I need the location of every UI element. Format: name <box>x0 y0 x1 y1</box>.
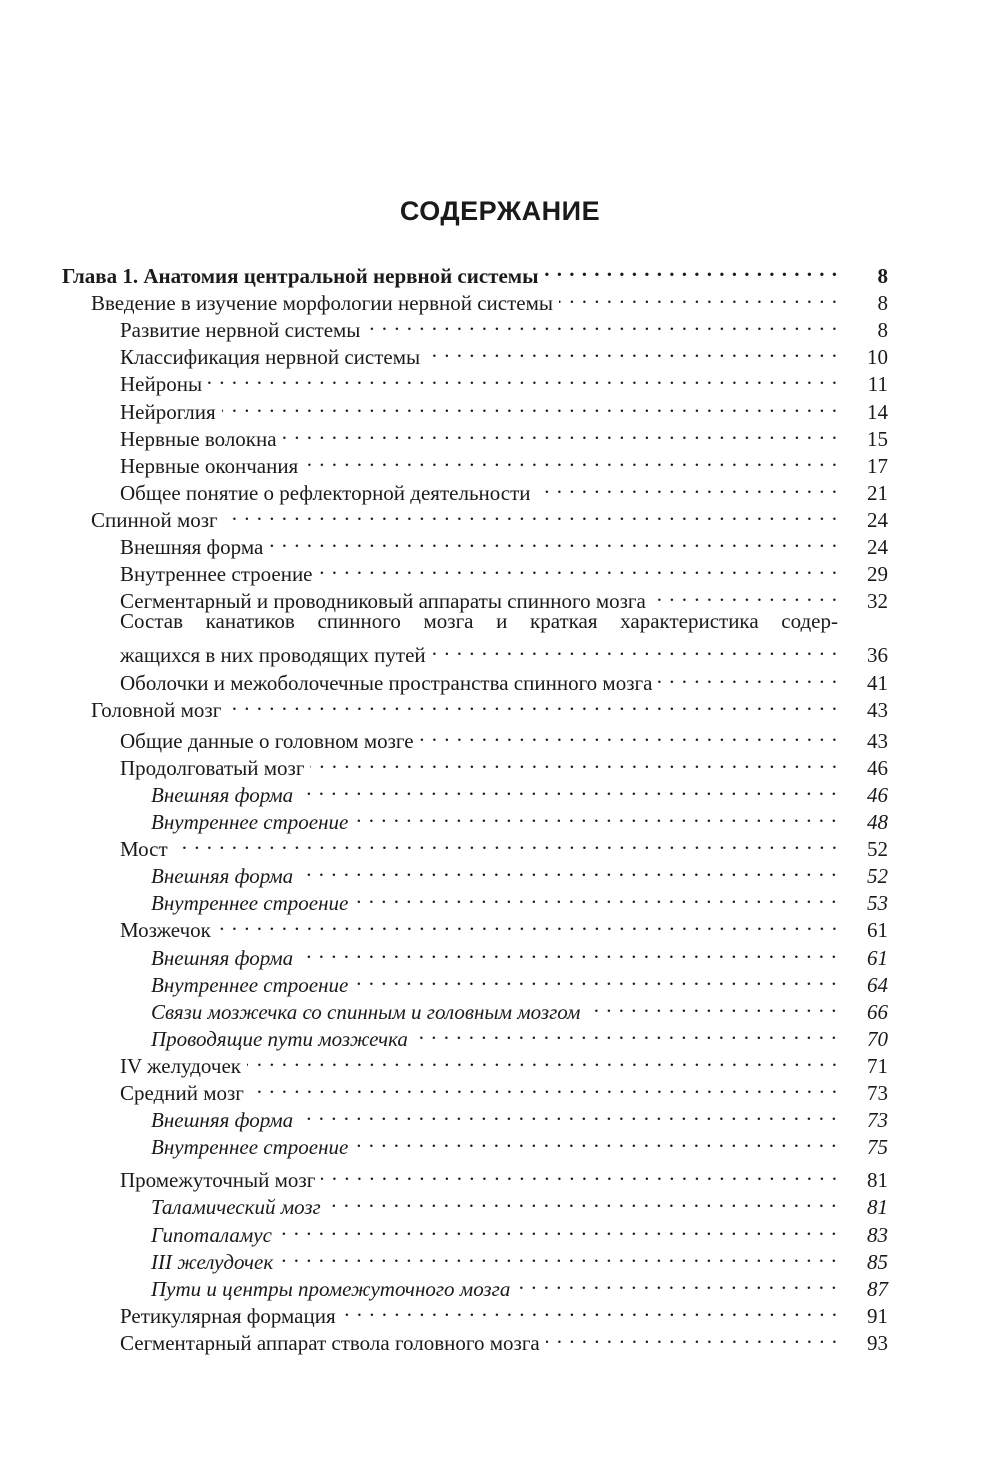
dot-leader <box>174 829 838 856</box>
toc-entry[interactable] <box>120 527 888 559</box>
dot-leader <box>420 721 838 748</box>
toc-entry-page-number: 81 <box>867 1168 888 1193</box>
toc-entry-page-number: 29 <box>867 562 888 587</box>
dot-leader <box>299 856 838 883</box>
toc-entry[interactable] <box>62 256 888 288</box>
toc-entry-page-number: 43 <box>867 728 888 753</box>
dot-leader <box>327 1187 838 1214</box>
toc-entry-lead-line: Состав канатиков спинного мозга и краткая характеристика содер- <box>120 609 838 634</box>
toc-entry-page-number: 17 <box>867 453 888 478</box>
dot-leader <box>426 337 838 364</box>
toc-entry-page-number: 66 <box>867 999 888 1024</box>
toc-entry[interactable] <box>151 992 888 1024</box>
toc-entry[interactable] <box>91 283 888 316</box>
dot-leader <box>310 748 838 775</box>
toc-entry-label: Средний мозг <box>120 1081 244 1105</box>
toc-entry-label: Спинной мозг <box>91 507 218 532</box>
toc-entry-label: Внутреннее строение <box>151 1135 349 1160</box>
toc-entry-page-number: 53 <box>867 891 888 916</box>
toc-entry-page-number: 41 <box>867 670 888 695</box>
dot-leader <box>354 965 838 992</box>
toc-entry-label: Гипоталамус <box>151 1222 272 1247</box>
toc-entry-page-number: 8 <box>877 318 888 343</box>
toc-entry-label: Развитие нервной системы <box>120 318 361 343</box>
toc-entry[interactable] <box>120 1073 888 1105</box>
dot-leader <box>545 256 839 283</box>
toc-entry-label: Введение в изучение морфологии нервной системы <box>91 291 553 316</box>
toc-entry-page-number: 52 <box>867 837 888 862</box>
toc-entry-label: Нервные волокна <box>120 426 277 451</box>
dot-leader <box>250 1073 838 1100</box>
toc-entry-page-number: 93 <box>867 1330 888 1355</box>
toc-entry-label: Внешняя форма <box>120 535 264 559</box>
toc-entry[interactable] <box>120 554 888 587</box>
toc-entry-label: жащихся в них проводящих путей <box>120 643 426 668</box>
toc-entry[interactable] <box>151 938 888 970</box>
toc-entry-label: Пути и центры промежуточного мозга <box>151 1276 511 1301</box>
dot-leader <box>354 1127 838 1154</box>
toc-entry-label: Внутреннее строение <box>151 810 349 834</box>
dot-leader <box>269 527 838 554</box>
dot-leader <box>366 310 838 337</box>
toc-entry-page-number: 36 <box>867 643 888 668</box>
toc-entry[interactable] <box>151 775 888 807</box>
toc-entry[interactable] <box>120 1296 888 1328</box>
toc-entry[interactable] <box>120 473 888 505</box>
dot-leader <box>279 1242 838 1269</box>
dot-leader <box>278 1215 838 1242</box>
dot-leader <box>342 1296 838 1323</box>
toc-entry[interactable] <box>120 1160 888 1193</box>
dot-leader <box>299 1100 838 1127</box>
toc-entry-page-number: 8 <box>877 264 888 288</box>
dot-leader <box>299 938 838 965</box>
toc-entry[interactable] <box>151 802 888 834</box>
toc-entry[interactable] <box>120 663 888 695</box>
toc-entry[interactable] <box>151 856 888 889</box>
toc-entry-page-number: 87 <box>867 1276 888 1301</box>
toc-entry-label: Головной мозг <box>91 697 222 722</box>
toc-entry-label: III желудочек <box>151 1249 274 1274</box>
toc-entry-page-number: 71 <box>867 1053 888 1078</box>
toc-entry-page-number: 48 <box>867 810 888 834</box>
toc-entry[interactable] <box>91 690 888 722</box>
dot-leader <box>559 283 838 310</box>
toc-entry-label: Нейроглия <box>120 399 216 424</box>
toc-entry[interactable] <box>151 1187 888 1220</box>
toc-entry[interactable] <box>120 1046 888 1078</box>
toc-entry-page-number: 73 <box>867 1108 888 1133</box>
toc-entry-label: Внутреннее строение <box>120 562 313 587</box>
toc-entry-label: Глава 1. Анатомия центральной нервной системы <box>62 264 539 288</box>
toc-entry-page-number: 24 <box>867 507 888 532</box>
toc-entry-label: Внешняя форма <box>151 864 294 889</box>
toc-entry-page-number: 43 <box>867 697 888 722</box>
toc-entry-page-number: 21 <box>867 480 888 505</box>
dot-leader <box>247 1046 838 1073</box>
dot-leader <box>516 1269 838 1296</box>
toc-entry-page-number: 24 <box>867 535 888 559</box>
toc-entry-label: Ретикулярная формация <box>120 1303 336 1328</box>
toc-entry-page-number: 8 <box>877 291 888 316</box>
toc-entry-label: Сегментарный аппарат ствола головного мозга <box>120 1330 540 1355</box>
toc-entry-page-number: 14 <box>867 399 888 424</box>
toc-entry[interactable] <box>151 883 888 916</box>
dot-leader <box>432 635 838 662</box>
toc-entry[interactable] <box>120 392 888 424</box>
dot-leader <box>224 500 838 527</box>
toc-entry[interactable] <box>120 910 888 943</box>
toc-entry-page-number: 70 <box>867 1026 888 1051</box>
dot-leader <box>299 775 838 802</box>
toc-entry[interactable] <box>120 446 888 478</box>
toc-entry[interactable] <box>151 1100 888 1133</box>
toc-entry-page-number: 10 <box>867 345 888 370</box>
dot-leader <box>586 992 838 1019</box>
toc-entry-page-number: 83 <box>867 1222 888 1247</box>
dot-leader <box>283 419 838 446</box>
toc-entry-label: Внешняя форма <box>151 945 294 970</box>
page-title: СОДЕРЖАНИЕ <box>399 196 601 226</box>
toc-entry-label: Нейроны <box>120 372 203 397</box>
toc-entry-page-number: 85 <box>867 1249 888 1274</box>
toc-entry-page-number: 61 <box>867 945 888 970</box>
toc-entry-label: Таламический мозг <box>151 1195 321 1220</box>
dot-leader <box>227 690 838 717</box>
toc-entry-page-number: 11 <box>867 372 888 397</box>
toc-entry[interactable] <box>120 721 888 753</box>
toc-entry-page-number: 52 <box>867 864 888 889</box>
toc-entry-page-number: 46 <box>867 782 888 807</box>
toc-entry-label: Связи мозжечка со спинным и головным мозгом <box>151 999 581 1024</box>
toc-entry[interactable] <box>120 1323 888 1355</box>
toc-entry-label: Общее понятие о рефлекторной деятельности <box>120 480 531 505</box>
toc-entry-label: Классификация нервной системы <box>120 345 421 370</box>
toc-entry-page-number: 91 <box>867 1303 888 1328</box>
dot-leader <box>652 581 838 608</box>
toc-entry[interactable] <box>120 419 888 451</box>
toc-entry-label: Мост <box>120 837 168 862</box>
dot-leader <box>321 1160 838 1187</box>
toc-entry-page-number: 81 <box>867 1195 888 1220</box>
dot-leader <box>537 473 838 500</box>
toc-entry[interactable] <box>151 1242 888 1274</box>
toc-entry-page-number: 73 <box>867 1081 888 1105</box>
toc-entry-page-number: 61 <box>867 918 888 943</box>
dot-leader <box>354 883 838 910</box>
toc-entry-label: Внутреннее строение <box>151 891 349 916</box>
toc-entry-label: Проводящие пути мозжечка <box>151 1026 408 1051</box>
dot-leader <box>319 554 839 581</box>
toc-entry-page-number: 15 <box>867 426 888 451</box>
toc-entry[interactable] <box>120 337 888 370</box>
toc-entry[interactable] <box>120 364 888 397</box>
dot-leader <box>546 1323 838 1350</box>
dot-leader <box>208 364 838 391</box>
toc-entry[interactable] <box>151 1019 888 1051</box>
toc-entry[interactable] <box>151 965 888 997</box>
toc-entry[interactable] <box>120 635 888 668</box>
dot-leader <box>658 663 838 690</box>
dot-leader <box>354 802 838 829</box>
dot-leader <box>304 446 838 473</box>
dot-leader <box>217 910 838 937</box>
dot-leader <box>222 392 838 419</box>
toc-entry-label: Продолговатый мозг <box>120 755 305 780</box>
toc-entry-label: Внешняя форма <box>151 782 294 807</box>
toc-entry-label: Общие данные о головном мозге <box>120 728 414 753</box>
toc-entry-label: Нервные окончания <box>120 453 299 478</box>
toc-entry-page-number: 75 <box>867 1135 888 1160</box>
toc-entry-label: Оболочки и межоболочечные пространства спинного мозга <box>120 670 653 695</box>
toc-entry[interactable] <box>151 1269 888 1301</box>
toc-entry-label: Внутреннее строение <box>151 972 349 997</box>
toc-entry[interactable] <box>151 1215 888 1247</box>
toc-entry-label: Внешняя форма <box>151 1108 294 1133</box>
toc-entry-label: IV желудочек <box>120 1053 241 1078</box>
toc-entry-label: Мозжечок <box>120 918 211 943</box>
toc-entry[interactable] <box>120 748 888 780</box>
toc-entry-label: Промежуточный мозг <box>120 1168 316 1193</box>
toc-entry-page-number: 64 <box>867 972 888 997</box>
toc-entry-page-number: 32 <box>867 589 888 614</box>
toc-entry[interactable] <box>120 310 888 343</box>
toc-entry[interactable] <box>120 581 888 614</box>
toc-entry[interactable] <box>120 829 888 862</box>
toc-entry-label: Сегментарный и проводниковый аппараты спинного мозга <box>120 589 646 614</box>
toc-entry[interactable] <box>91 500 888 532</box>
toc-entry[interactable] <box>151 1127 888 1160</box>
toc-entry-page-number: 46 <box>867 755 888 780</box>
dot-leader <box>414 1019 838 1046</box>
